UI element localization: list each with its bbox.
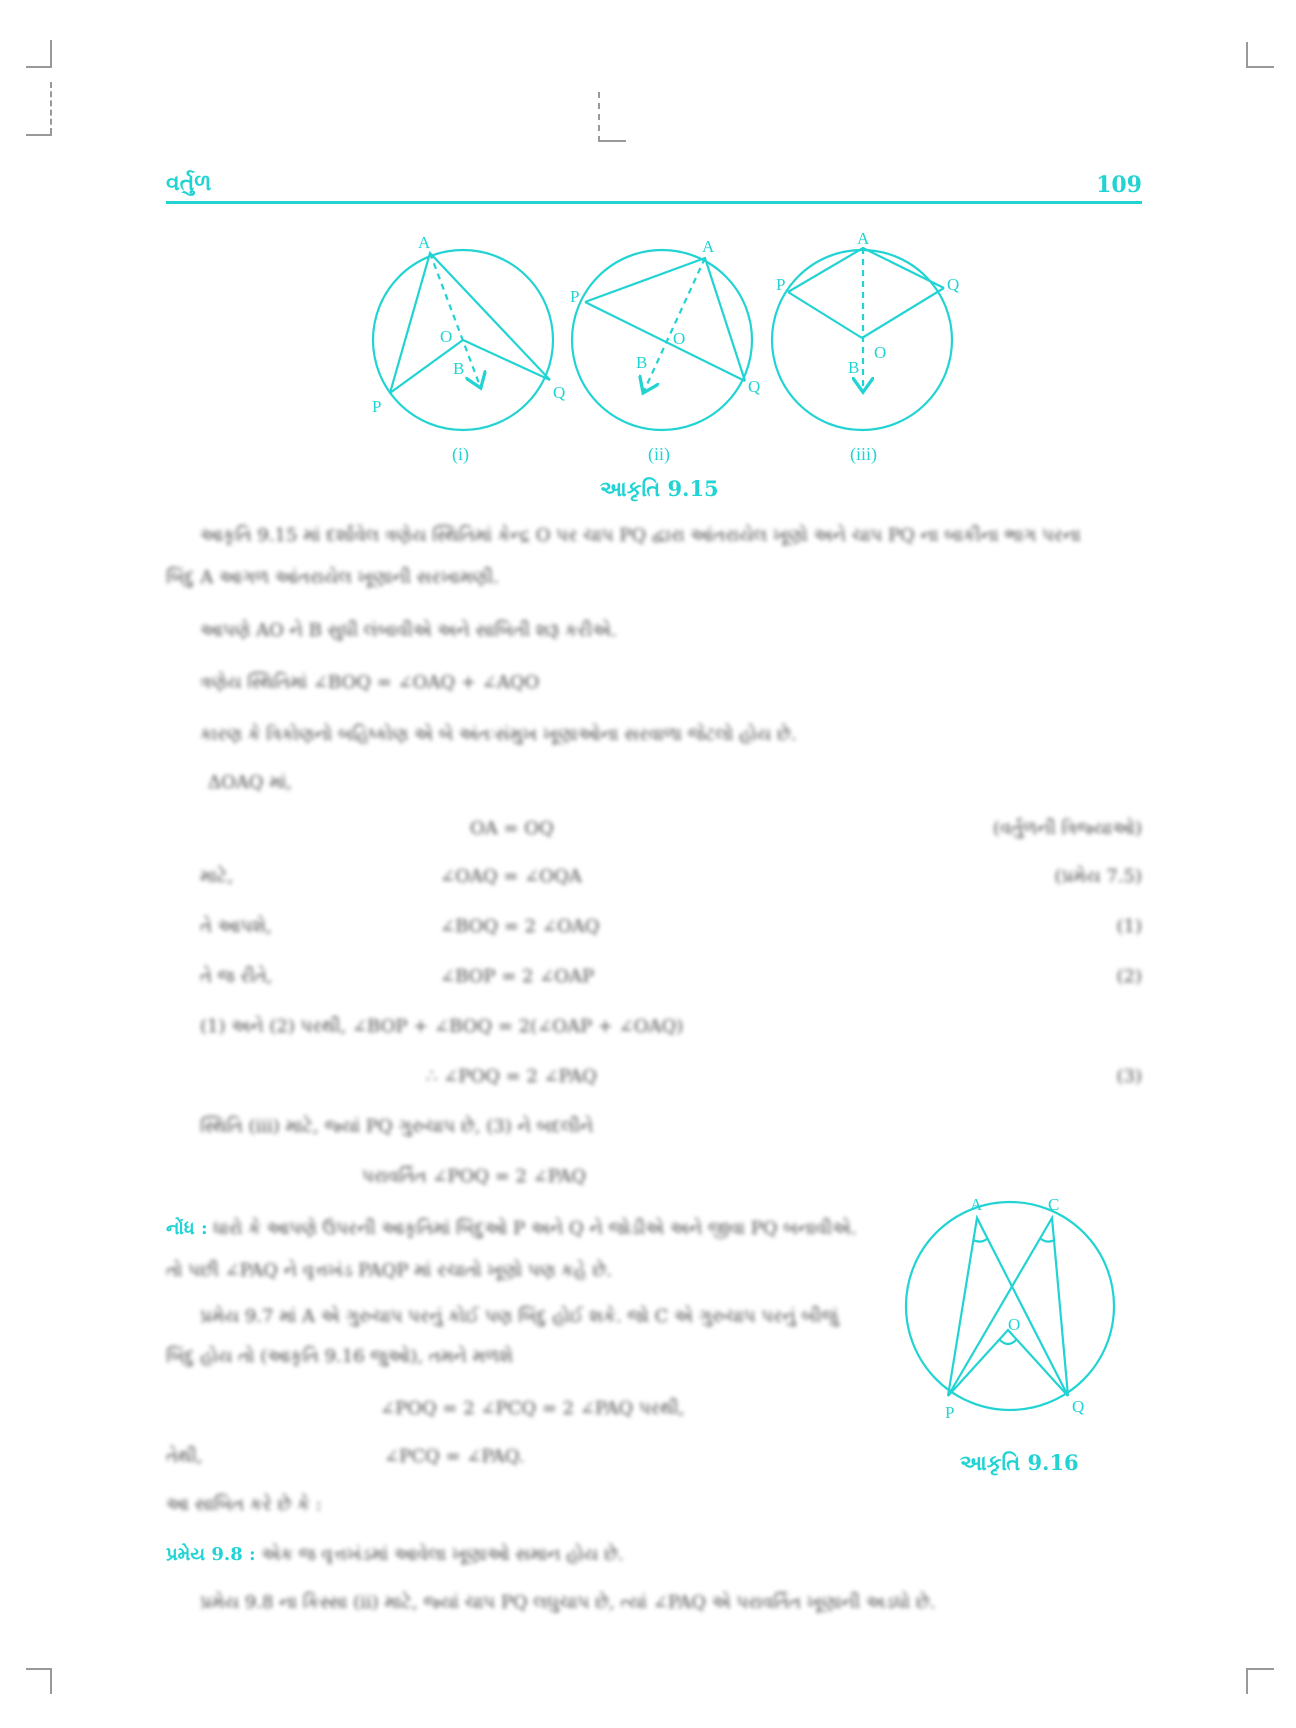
chords-iii: [788, 248, 944, 292]
equation-8-lead: તેથી,: [166, 1446, 203, 1467]
caption-ii: (ii): [648, 444, 670, 464]
crop-mark-top-left: [26, 66, 52, 68]
label-p-916: P: [945, 1403, 955, 1422]
equation-4-lead: તે જ રીતે,: [200, 966, 273, 987]
label-b-i: B: [453, 359, 465, 378]
equation-1: OA = OQ: [470, 818, 554, 839]
label-o-ii: O: [673, 329, 686, 348]
label-p-ii: P: [570, 287, 580, 306]
paragraph-7: પરાવર્તિત ∠POQ = 2 ∠PAQ: [362, 1166, 586, 1187]
label-q-916: Q: [1072, 1397, 1085, 1416]
equation-4: ∠BOP = 2 ∠OAP: [440, 966, 595, 987]
label-p-i: P: [372, 397, 382, 416]
figure-9-16: [900, 1190, 1130, 1420]
angle-mark-a: [973, 1238, 988, 1242]
caption-i: (i): [452, 444, 469, 464]
radius-oq-i: [463, 340, 550, 380]
equation-7: ∠POQ = 2 ∠PCQ = 2 ∠PAQ પરથી,: [380, 1398, 685, 1419]
paragraph-10: પ્રમેય 9.8 ના કિસ્સા (ii) માટે, જ્યાં ચાપ PQ લઘુચાપ છે, ત્યાં ∠PAQ એ પરાવર્તિત ખૂણાની અડધો છે.: [200, 1592, 936, 1613]
chords-ii: [585, 258, 745, 381]
paragraph-2: આપણે AO ને B સુધી લંબાવીએ અને સાબિતી શરૂ કરીએ.: [200, 620, 617, 641]
crop-mark-top-center: [598, 140, 626, 142]
note-line-1: નોંધ : ધારો કે આપણે ઉપરની આકૃતિમાં બિંદુઓ P અને Q ને જોડીએ અને જીવા PQ બનાવીએ.: [166, 1218, 857, 1239]
equation-2: ∠OAQ = ∠OQA: [440, 866, 582, 887]
crop-mark-bottom-left: [50, 1668, 52, 1694]
paragraph-1-line-2: બિંદુ A આગળ આંતરાયેલ ખૂણાની સરખામણી.: [166, 567, 499, 588]
label-b-ii: B: [636, 353, 648, 372]
theorem-9-8: પ્રમેય 9.8 : એક જ વૃત્તખંડમાં આવેલા ખૂણાઓ સમાન હોય છે.: [166, 1544, 624, 1565]
chapter-title: વર્તુળ: [166, 170, 212, 196]
paragraph-6: સ્થિતિ (iii) માટે, જ્યાં PQ ગુરુચાપ છે, (3) ને બદલીને: [200, 1116, 594, 1137]
paragraph-4: કારણ કે ત્રિકોણનો બહિષ્કોણ એ બે અંતઃસંમુખ ખૂણાઓના સરવાળા જેટલો હોય છે.: [200, 724, 797, 745]
equation-1-reason: (વર્તુળની ત્રિજ્યાઓ): [993, 818, 1142, 839]
label-o-916: O: [1008, 1315, 1021, 1334]
equation-5: (1) અને (2) પરથી, ∠BOP + ∠BOQ = 2(∠OAP + ∠OAQ): [200, 1016, 684, 1037]
angle-mark-o: [1000, 1340, 1016, 1344]
chords-a: [948, 1218, 1068, 1396]
equation-6-number: (3): [1116, 1066, 1142, 1087]
equation-3-number: (1): [1116, 916, 1142, 937]
note-label: નોંધ :: [166, 1218, 208, 1239]
note-line-2: તો પછી ∠PAQ ને વૃત્તખંડ PAQP માં રચાતો ખૂણો પણ કહે છે.: [166, 1260, 612, 1281]
figure-9-15: [360, 228, 980, 468]
crop-mark-top-left: [50, 40, 52, 68]
chord-pq-ii: [585, 302, 745, 381]
label-a-ii: A: [702, 237, 715, 256]
figure-9-16-caption: આકૃતિ 9.16: [960, 1450, 1079, 1475]
equation-2-reason: (પ્રમેય 7.5): [1054, 866, 1142, 887]
radius-oq-iii: [862, 288, 944, 338]
paragraph-5: ΔOAQ માં,: [208, 772, 293, 793]
header-rule: [166, 201, 1142, 204]
equation-2-lead: માટે,: [200, 866, 234, 887]
crop-mark-top-left: [50, 82, 54, 134]
chords-c: [948, 1218, 1068, 1396]
figure-9-15-caption: આકૃતિ 9.15: [600, 476, 719, 501]
paragraph-1-line-1: આકૃતિ 9.15 માં દર્શાવેલ ત્રણેય સ્થિતિમાં કેન્દ્ર O પર ચાપ PQ દ્વારા આંતરાયેલ ખૂણો અને ચાપ PQ ના બાકીના ભાગ પરના: [200, 525, 1081, 546]
theorem-label: પ્રમેય 9.8 :: [166, 1544, 256, 1565]
crop-mark-top-right: [1246, 42, 1248, 68]
paragraph-8-line-1: પ્રમેય 9.7 માં A એ ગુરુચાપ પરનું કોઈ પણ બિંદુ હોઈ શકે. જો C એ ગુરુચાપ પરનું બીજું: [200, 1306, 839, 1327]
label-q-ii: Q: [748, 377, 761, 396]
chords-i: [390, 253, 550, 393]
label-p-iii: P: [776, 275, 786, 294]
equation-4-number: (2): [1116, 966, 1142, 987]
equation-8: ∠PCQ = ∠PAQ.: [384, 1446, 525, 1467]
crop-mark-top-center: [598, 92, 600, 142]
crop-mark-bottom-right: [1246, 1668, 1248, 1694]
label-o-iii: O: [874, 343, 887, 362]
label-c-916: C: [1048, 1195, 1060, 1214]
caption-iii: (iii): [850, 444, 877, 464]
crop-mark-top-left: [26, 134, 52, 136]
page-number: 109: [1096, 172, 1142, 198]
radius-op-iii: [788, 292, 862, 338]
equation-3-lead: તે આપશે,: [200, 916, 272, 937]
paragraph-8-line-2: બિંદુ હોય તો (આકૃતિ 9.16 જુઓ), તમને મળશે: [166, 1346, 514, 1367]
label-q-iii: Q: [947, 275, 960, 294]
circle-9-16: [906, 1202, 1114, 1410]
crop-mark-bottom-left: [26, 1668, 52, 1670]
label-b-iii: B: [848, 358, 860, 377]
equation-3: ∠BOQ = 2 ∠OAQ: [440, 916, 600, 937]
label-o-i: O: [440, 327, 453, 346]
label-a-i: A: [418, 233, 431, 252]
label-a-916: A: [970, 1195, 983, 1214]
label-q-i: Q: [553, 383, 566, 402]
equation-6: ∴ ∠POQ = 2 ∠PAQ: [426, 1066, 597, 1087]
crop-mark-top-right: [1246, 66, 1274, 68]
label-a-iii: A: [857, 229, 870, 248]
paragraph-9: આ સાબિત કરે છે કે :: [166, 1494, 322, 1515]
paragraph-3: ત્રણેય સ્થિતિમાં ∠BOQ = ∠OAQ + ∠AQO: [200, 672, 540, 693]
crop-mark-bottom-right: [1246, 1668, 1274, 1670]
